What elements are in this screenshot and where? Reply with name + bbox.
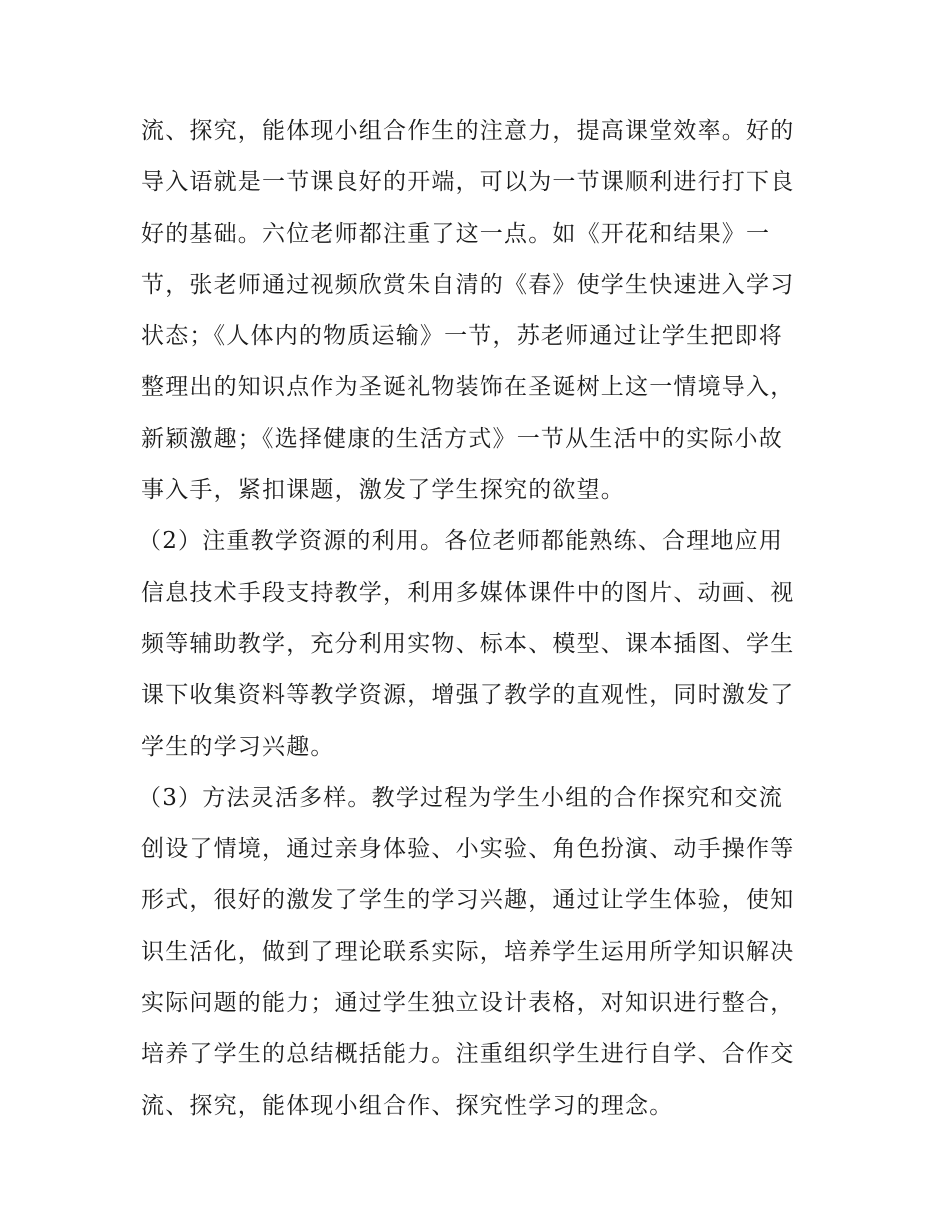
- text-line: 事入手，紧扣课题，激发了学生探究的欲望。: [141, 477, 625, 504]
- text-line: 形式，很好的激发了学生的学习兴趣，通过让学生体验，使知: [141, 887, 795, 914]
- text-line: 流、探究，能体现小组合作、探究性学习的理念。: [141, 1092, 674, 1119]
- text-line: 学生的学习兴趣。: [141, 733, 335, 760]
- text-line: 好的基础。六位老师都注重了这一点。如《开花和结果》一: [141, 220, 771, 247]
- body-text: [138, 106, 821, 1132]
- text-line: 节，张老师通过视频欣赏朱自清的《春》使学生快速进入学习: [141, 271, 795, 298]
- text-line: 培养了学生的总结概括能力。注重组织学生进行自学、合作交: [141, 1041, 795, 1068]
- text-line: 课下收集资料等教学资源，增强了教学的直观性，同时激发了: [141, 682, 795, 709]
- text-line: 状态；《人体内的物质运输》一节，苏老师通过让学生把即将: [141, 323, 783, 350]
- text-line: 流、探究，能体现小组合作生的注意力，提高课堂效率。好的: [141, 118, 795, 144]
- text-line: 频等辅助教学，充分利用实物、标本、模型、课本插图、学生: [141, 630, 795, 657]
- text-line: 整理出的知识点作为圣诞礼物装饰在圣诞树上这一情境导入，: [141, 374, 795, 401]
- text-line: 识生活化，做到了理论联系实际，培养学生运用所学知识解决: [141, 938, 795, 965]
- paragraph-heading-3: （3）方法灵活多样。教学过程为学生小组的合作探究和交流: [138, 784, 784, 811]
- text-line: 信息技术手段支持教学，利用多媒体课件中的图片、动画、视: [141, 579, 795, 606]
- text-line: 实际问题的能力；通过学生独立设计表格，对知识进行整合，: [141, 990, 795, 1017]
- text-line: 创设了情境，通过亲身体验、小实验、角色扮演、动手操作等: [141, 836, 795, 863]
- paragraph-heading-2: （2）注重教学资源的利用。各位老师都能熟练、合理地应用: [138, 528, 784, 555]
- text-line: 导入语就是一节课良好的开端，可以为一节课顺利进行打下良: [141, 169, 795, 196]
- text-line: 新颖激趣；《选择健康的生活方式》一节从生活中的实际小故: [141, 425, 783, 452]
